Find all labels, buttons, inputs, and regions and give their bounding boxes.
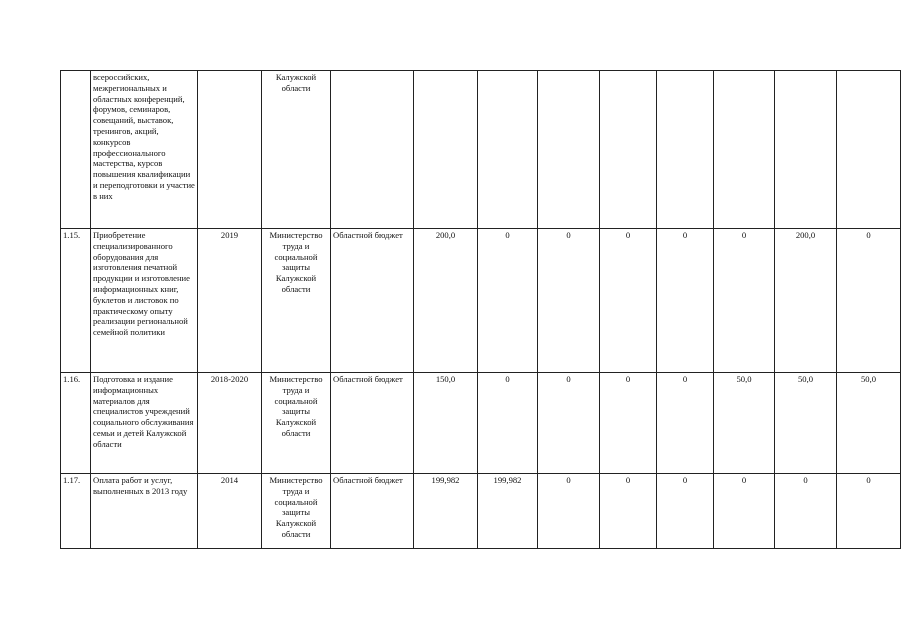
value-year-cell: 0 (538, 373, 600, 474)
value-year-cell (538, 71, 600, 229)
value-year-cell: 0 (714, 474, 775, 549)
funding-source: Областной бюджет (331, 474, 414, 549)
value-year-cell (775, 71, 837, 229)
value-year-cell: 0 (714, 229, 775, 373)
budget-table (60, 70, 901, 549)
value-year-cell (478, 71, 538, 229)
value-year-cell: 0 (600, 373, 657, 474)
value-year-cell: 0 (600, 474, 657, 549)
value-year-cell (714, 71, 775, 229)
row-number: 1.17. (61, 474, 91, 549)
value-total: 150,0 (414, 373, 478, 474)
value-year-cell: 50,0 (837, 373, 901, 474)
value-year-cell (657, 71, 714, 229)
value-year-cell: 200,0 (775, 229, 837, 373)
value-total: 200,0 (414, 229, 478, 373)
event-description: Приобретение специализированного оборудования для изготовления печатной продукции и изготовление информационных книг, буклетов и листовок по практическому опыту реализации региональной семейной политики (91, 229, 198, 373)
value-year-cell (837, 71, 901, 229)
funding-source: Областной бюджет (331, 229, 414, 373)
event-description: Подготовка и издание информационных материалов для специалистов учреждений социального обслуживания семьи и детей Калужской области (91, 373, 198, 474)
implementation-years: 2014 (198, 474, 262, 549)
value-year-cell: 0 (837, 474, 901, 549)
value-total (414, 71, 478, 229)
value-year-cell: 50,0 (714, 373, 775, 474)
value-year-cell: 199,982 (478, 474, 538, 549)
value-year-cell: 0 (657, 373, 714, 474)
row-number (61, 71, 91, 229)
implementation-years: 2019 (198, 229, 262, 373)
value-year-cell: 0 (538, 229, 600, 373)
value-year-cell: 0 (538, 474, 600, 549)
value-year-cell: 0 (775, 474, 837, 549)
row-number: 1.16. (61, 373, 91, 474)
table-row (61, 373, 901, 474)
value-year-cell: 0 (478, 373, 538, 474)
executor: Министерство труда и социальной защиты Калужской области (262, 373, 331, 474)
executor: Калужской области (262, 71, 331, 229)
value-year-cell: 0 (600, 229, 657, 373)
row-number: 1.15. (61, 229, 91, 373)
value-year-cell: 0 (657, 229, 714, 373)
table-row (61, 71, 901, 229)
value-total: 199,982 (414, 474, 478, 549)
table-row (61, 229, 901, 373)
value-year-cell: 0 (657, 474, 714, 549)
value-year-cell: 0 (837, 229, 901, 373)
funding-source: Областной бюджет (331, 373, 414, 474)
executor: Министерство труда и социальной защиты Калужской области (262, 229, 331, 373)
funding-source (331, 71, 414, 229)
event-description: всероссийских, межрегиональных и областных конференций, форумов, семинаров, совещаний, выставок, тренингов, акций, конкурсов профессионального мастерства, курсов повышения квалификации и переподготовки и участие в них (91, 71, 198, 229)
executor: Министерство труда и социальной защиты Калужской области (262, 474, 331, 549)
value-year-cell: 0 (478, 229, 538, 373)
table-row (61, 474, 901, 549)
implementation-years (198, 71, 262, 229)
event-description: Оплата работ и услуг, выполненных в 2013 году (91, 474, 198, 549)
value-year-cell: 50,0 (775, 373, 837, 474)
value-year-cell (600, 71, 657, 229)
implementation-years: 2018-2020 (198, 373, 262, 474)
